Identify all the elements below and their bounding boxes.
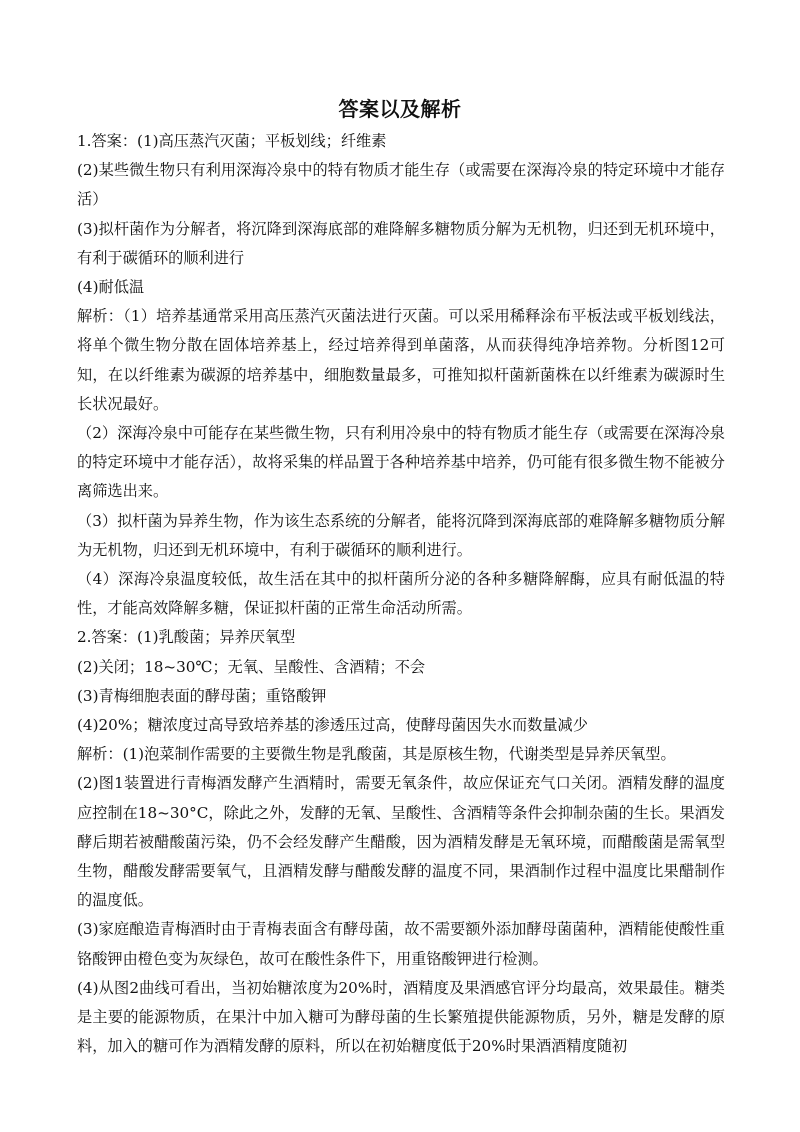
paragraph-q1-analysis-1: 解析：（1）培养基通常采用高压蒸汽灭菌法进行灭菌。可以采用稀释涂布平板法或平板划线法，将单个微生物分散在固体培养基上，经过培养得到单菌落，从而获得纯净培养物。分析图12可知，在以纤维素为碳源的培养基中，细胞数量最多，可推知拟杆菌新菌株在以纤维素为碳源时生长状况最好。 bbox=[77, 307, 725, 413]
paragraph-q1-answer-4: (4)耐低温 bbox=[77, 278, 145, 297]
paragraph-q2-analysis-1: 解析：(1)泡菜制作需要的主要微生物是乳酸菌，其是原核生物，代谢类型是异养厌氧型。 bbox=[77, 745, 676, 764]
paragraph-q1-answer: 1.答案：(1)高压蒸汽灭菌；平板划线；纤维素 bbox=[77, 132, 387, 150]
paragraph-q2-answer-4: (4)20%；糖浓度过高导致培养基的渗透压过高，使酵母菌因失水而数量减少 bbox=[77, 716, 588, 735]
paragraph-q1-analysis-3: （3）拟杆菌为异养生物，作为该生态系统的分解者，能将沉降到深海底部的难降解多糖物质分解为无机物，归还到无机环境中，有利于碳循环的顺利进行。 bbox=[77, 511, 725, 559]
paragraph-q1-analysis-2: （2）深海冷泉中可能存在某些微生物，只有利用冷泉中的特有物质才能生存（或需要在深海冷泉的特定环境中才能存活），故将采集的样品置于各种培养基中培养，仍可能有很多微生物不能被分离筛选出来。 bbox=[77, 424, 725, 501]
paragraph-q2-analysis-4: (4)从图2曲线可看出，当初始糖浓度为20%时，酒精度及果酒感官评分均最高，效果最佳。糖类是主要的能源物质，在果汁中加入糖可为酵母菌的生长繁殖提供能源物质，另外，糖是发酵的原料，加入的糖可作为酒精发酵的原料，所以在初始糖度低于20%时果酒酒精度随初 bbox=[77, 978, 725, 1056]
paragraph-q1-answer-3: (3)拟杆菌作为分解者，将沉降到深海底部的难降解多糖物质分解为无机物，归还到无机环境中，有利于碳循环的顺利进行 bbox=[77, 219, 725, 267]
paragraph-q2-answer-2: (2)关闭；18~30℃；无氧、呈酸性、含酒精；不会 bbox=[77, 657, 426, 676]
paragraph-q2-answer: 2.答案：(1)乳酸菌；异养厌氧型 bbox=[77, 628, 296, 647]
paragraph-q2-analysis-2: (2)图1装置进行青梅酒发酵产生酒精时，需要无氧条件，故应保证充气口关闭。酒精发酵的温度应控制在18~30°C，除此之外，发酵的无氧、呈酸性、含酒精等条件会抑制杂菌的生长。果酒发酵后期若被醋酸菌污染，仍不会经发酵产生醋酸，因为酒精发酵是无氧环境，而醋酸菌是需氧型生物，醋酸发酵需要氧气，且酒精发酵与醋酸发酵的温度不同，果酒制作过程中温度比果醋制作的温度低。 bbox=[77, 774, 725, 910]
page-title: 答案以及解析 bbox=[338, 97, 462, 121]
paragraph-q1-analysis-4: （4）深海冷泉温度较低，故生活在其中的拟杆菌所分泌的各种多糖降解酶，应具有耐低温的特性，才能高效降解多糖，保证拟杆菌的正常生命活动所需。 bbox=[77, 570, 725, 618]
paragraph-q1-answer-2: (2)某些微生物只有利用深海冷泉中的特有物质才能生存（或需要在深海冷泉的特定环境中才能存活） bbox=[77, 161, 725, 209]
paragraph-q2-analysis-3: (3)家庭酿造青梅酒时由于青梅表面含有酵母菌，故不需要额外添加酵母菌菌种，酒精能使酸性重铬酸钾由橙色变为灰绿色，故可在酸性条件下，用重铬酸钾进行检测。 bbox=[77, 920, 725, 968]
answer-body bbox=[77, 127, 725, 1062]
paragraph-q2-answer-3: (3)青梅细胞表面的酵母菌；重铬酸钾 bbox=[77, 686, 327, 705]
